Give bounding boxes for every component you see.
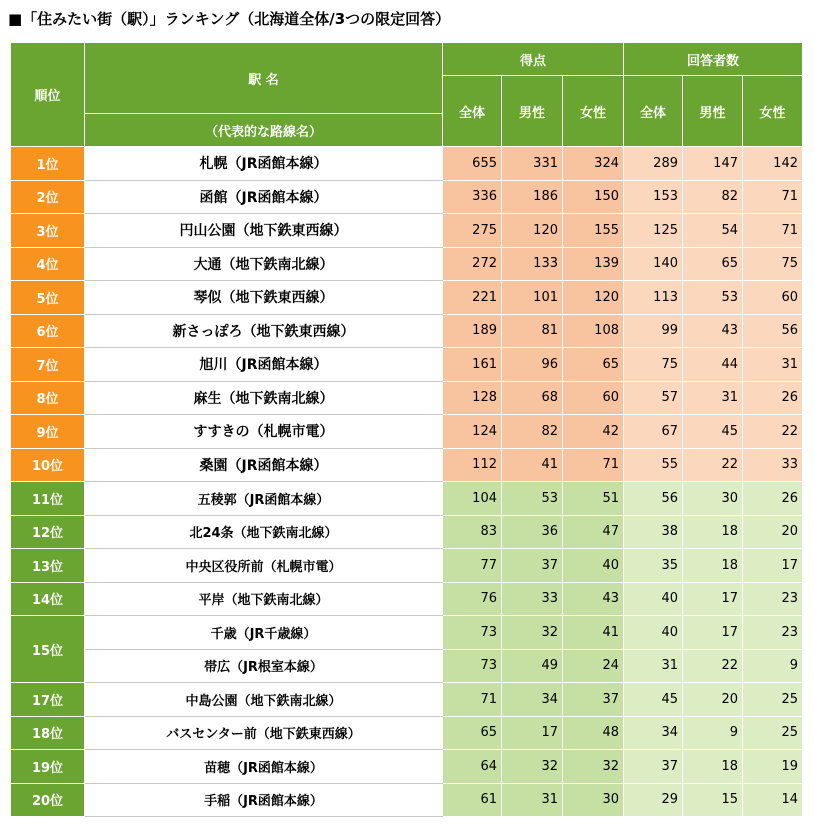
score-male-cell: 53 xyxy=(502,482,563,516)
count-male-cell: 9 xyxy=(683,716,743,750)
header-respondents: 回答者数 xyxy=(624,43,803,76)
count-total-cell: 56 xyxy=(624,482,683,516)
count-female-cell: 33 xyxy=(743,448,803,482)
score-male-cell: 133 xyxy=(502,247,563,281)
header-score-total: 全体 xyxy=(443,76,502,147)
score-total-cell: 71 xyxy=(443,683,502,717)
score-male-cell: 68 xyxy=(502,381,563,415)
station-cell: 手稲（JR函館本線） xyxy=(85,783,443,817)
rank-cell: 4位 xyxy=(11,247,85,281)
count-male-cell: 18 xyxy=(683,515,743,549)
station-cell: すすきの（札幌市電） xyxy=(85,415,443,449)
count-male-cell: 65 xyxy=(683,247,743,281)
table-row xyxy=(11,147,803,181)
count-female-cell: 9 xyxy=(743,649,803,683)
rank-cell: 13位 xyxy=(11,549,85,583)
count-male-cell: 17 xyxy=(683,616,743,650)
count-male-cell: 30 xyxy=(683,482,743,516)
rank-cell: 1位 xyxy=(11,147,85,181)
header-count-total: 全体 xyxy=(624,76,683,147)
score-female-cell: 60 xyxy=(563,381,624,415)
table-row xyxy=(11,582,803,616)
header-score-male: 男性 xyxy=(502,76,563,147)
score-total-cell: 189 xyxy=(443,314,502,348)
score-total-cell: 64 xyxy=(443,750,502,784)
rank-cell: 20位 xyxy=(11,783,85,817)
score-total-cell: 112 xyxy=(443,448,502,482)
rank-cell: 3位 xyxy=(11,214,85,248)
count-total-cell: 55 xyxy=(624,448,683,482)
table-row xyxy=(11,549,803,583)
header-station: 駅 名 xyxy=(85,43,443,114)
station-cell: バスセンター前（地下鉄東西線） xyxy=(85,716,443,750)
score-total-cell: 65 xyxy=(443,716,502,750)
score-total-cell: 124 xyxy=(443,415,502,449)
score-female-cell: 139 xyxy=(563,247,624,281)
count-male-cell: 15 xyxy=(683,783,743,817)
station-cell: 苗穂（JR函館本線） xyxy=(85,750,443,784)
station-cell: 帯広（JR根室本線） xyxy=(85,649,443,683)
station-cell: 五稜郭（JR函館本線） xyxy=(85,482,443,516)
score-female-cell: 43 xyxy=(563,582,624,616)
score-male-cell: 37 xyxy=(502,549,563,583)
score-female-cell: 51 xyxy=(563,482,624,516)
station-cell: 円山公園（地下鉄東西線） xyxy=(85,214,443,248)
score-total-cell: 73 xyxy=(443,616,502,650)
rank-cell: 9位 xyxy=(11,415,85,449)
table-row xyxy=(11,348,803,382)
count-male-cell: 22 xyxy=(683,448,743,482)
ranking-table-wrapper xyxy=(10,42,803,817)
table-row xyxy=(11,750,803,784)
count-female-cell: 56 xyxy=(743,314,803,348)
score-male-cell: 32 xyxy=(502,750,563,784)
score-total-cell: 61 xyxy=(443,783,502,817)
count-total-cell: 125 xyxy=(624,214,683,248)
score-male-cell: 36 xyxy=(502,515,563,549)
station-cell: 函館（JR函館本線） xyxy=(85,180,443,214)
score-male-cell: 31 xyxy=(502,783,563,817)
score-total-cell: 83 xyxy=(443,515,502,549)
station-cell: 千歳（JR千歳線） xyxy=(85,616,443,650)
score-total-cell: 221 xyxy=(443,281,502,315)
table-row xyxy=(11,281,803,315)
score-total-cell: 161 xyxy=(443,348,502,382)
count-male-cell: 18 xyxy=(683,750,743,784)
count-female-cell: 23 xyxy=(743,582,803,616)
count-male-cell: 53 xyxy=(683,281,743,315)
score-total-cell: 275 xyxy=(443,214,502,248)
count-male-cell: 18 xyxy=(683,549,743,583)
count-female-cell: 31 xyxy=(743,348,803,382)
station-cell: 中央区役所前（札幌市電） xyxy=(85,549,443,583)
rank-cell: 12位 xyxy=(11,515,85,549)
table-row xyxy=(11,314,803,348)
table-row xyxy=(11,616,803,650)
table-row xyxy=(11,214,803,248)
rank-cell: 7位 xyxy=(11,348,85,382)
count-total-cell: 40 xyxy=(624,582,683,616)
score-male-cell: 101 xyxy=(502,281,563,315)
count-total-cell: 45 xyxy=(624,683,683,717)
count-total-cell: 57 xyxy=(624,381,683,415)
score-female-cell: 120 xyxy=(563,281,624,315)
score-male-cell: 81 xyxy=(502,314,563,348)
score-male-cell: 33 xyxy=(502,582,563,616)
count-male-cell: 45 xyxy=(683,415,743,449)
count-female-cell: 60 xyxy=(743,281,803,315)
score-female-cell: 30 xyxy=(563,783,624,817)
count-total-cell: 40 xyxy=(624,616,683,650)
score-total-cell: 77 xyxy=(443,549,502,583)
count-total-cell: 37 xyxy=(624,750,683,784)
count-female-cell: 71 xyxy=(743,180,803,214)
count-total-cell: 140 xyxy=(624,247,683,281)
count-female-cell: 25 xyxy=(743,716,803,750)
rank-cell: 10位 xyxy=(11,448,85,482)
count-male-cell: 31 xyxy=(683,381,743,415)
score-male-cell: 49 xyxy=(502,649,563,683)
page-title: ■「住みたい街（駅）」ランキング（北海道全体/3つの限定回答） xyxy=(8,10,451,28)
table-row xyxy=(11,180,803,214)
header-count-female: 女性 xyxy=(743,76,803,147)
table-row xyxy=(11,783,803,817)
count-total-cell: 75 xyxy=(624,348,683,382)
count-female-cell: 142 xyxy=(743,147,803,181)
count-male-cell: 43 xyxy=(683,314,743,348)
station-cell: 琴似（地下鉄東西線） xyxy=(85,281,443,315)
score-male-cell: 41 xyxy=(502,448,563,482)
station-cell: 北24条（地下鉄南北線） xyxy=(85,515,443,549)
header-score-female: 女性 xyxy=(563,76,624,147)
score-male-cell: 96 xyxy=(502,348,563,382)
station-cell: 中島公園（地下鉄南北線） xyxy=(85,683,443,717)
table-row xyxy=(11,381,803,415)
count-total-cell: 29 xyxy=(624,783,683,817)
count-male-cell: 54 xyxy=(683,214,743,248)
score-male-cell: 34 xyxy=(502,683,563,717)
header-score: 得点 xyxy=(443,43,624,76)
header-rank: 順位 xyxy=(11,43,85,147)
count-female-cell: 17 xyxy=(743,549,803,583)
count-total-cell: 67 xyxy=(624,415,683,449)
table-row xyxy=(11,683,803,717)
rank-cell: 8位 xyxy=(11,381,85,415)
count-female-cell: 20 xyxy=(743,515,803,549)
score-female-cell: 108 xyxy=(563,314,624,348)
rank-cell: 17位 xyxy=(11,683,85,717)
rank-cell: 18位 xyxy=(11,716,85,750)
score-female-cell: 41 xyxy=(563,616,624,650)
table-row xyxy=(11,716,803,750)
count-female-cell: 23 xyxy=(743,616,803,650)
score-total-cell: 73 xyxy=(443,649,502,683)
score-total-cell: 76 xyxy=(443,582,502,616)
score-female-cell: 155 xyxy=(563,214,624,248)
score-female-cell: 32 xyxy=(563,750,624,784)
count-total-cell: 99 xyxy=(624,314,683,348)
rank-cell: 11位 xyxy=(11,482,85,516)
score-female-cell: 42 xyxy=(563,415,624,449)
score-total-cell: 128 xyxy=(443,381,502,415)
station-cell: 大通（地下鉄南北線） xyxy=(85,247,443,281)
score-male-cell: 186 xyxy=(502,180,563,214)
table-row xyxy=(11,649,803,683)
count-male-cell: 20 xyxy=(683,683,743,717)
station-cell: 平岸（地下鉄南北線） xyxy=(85,582,443,616)
count-female-cell: 19 xyxy=(743,750,803,784)
table-row xyxy=(11,415,803,449)
score-female-cell: 71 xyxy=(563,448,624,482)
score-female-cell: 48 xyxy=(563,716,624,750)
score-female-cell: 40 xyxy=(563,549,624,583)
score-total-cell: 104 xyxy=(443,482,502,516)
score-total-cell: 336 xyxy=(443,180,502,214)
count-male-cell: 22 xyxy=(683,649,743,683)
station-cell: 麻生（地下鉄南北線） xyxy=(85,381,443,415)
count-total-cell: 31 xyxy=(624,649,683,683)
table-row xyxy=(11,482,803,516)
score-total-cell: 655 xyxy=(443,147,502,181)
rank-cell: 5位 xyxy=(11,281,85,315)
table-row xyxy=(11,247,803,281)
count-total-cell: 34 xyxy=(624,716,683,750)
count-male-cell: 147 xyxy=(683,147,743,181)
rank-cell: 15位 xyxy=(11,616,85,683)
count-female-cell: 26 xyxy=(743,482,803,516)
score-female-cell: 324 xyxy=(563,147,624,181)
score-female-cell: 47 xyxy=(563,515,624,549)
count-female-cell: 26 xyxy=(743,381,803,415)
score-female-cell: 150 xyxy=(563,180,624,214)
score-male-cell: 120 xyxy=(502,214,563,248)
score-male-cell: 82 xyxy=(502,415,563,449)
score-female-cell: 37 xyxy=(563,683,624,717)
rank-cell: 2位 xyxy=(11,180,85,214)
station-cell: 旭川（JR函館本線） xyxy=(85,348,443,382)
score-male-cell: 32 xyxy=(502,616,563,650)
count-total-cell: 35 xyxy=(624,549,683,583)
rank-cell: 19位 xyxy=(11,750,85,784)
count-male-cell: 82 xyxy=(683,180,743,214)
count-female-cell: 14 xyxy=(743,783,803,817)
rank-cell: 14位 xyxy=(11,582,85,616)
score-total-cell: 272 xyxy=(443,247,502,281)
station-cell: 札幌（JR函館本線） xyxy=(85,147,443,181)
count-female-cell: 25 xyxy=(743,683,803,717)
count-total-cell: 153 xyxy=(624,180,683,214)
rank-cell: 6位 xyxy=(11,314,85,348)
count-male-cell: 17 xyxy=(683,582,743,616)
ranking-body xyxy=(11,147,803,817)
score-male-cell: 17 xyxy=(502,716,563,750)
count-total-cell: 113 xyxy=(624,281,683,315)
score-male-cell: 331 xyxy=(502,147,563,181)
count-total-cell: 289 xyxy=(624,147,683,181)
count-female-cell: 22 xyxy=(743,415,803,449)
score-female-cell: 24 xyxy=(563,649,624,683)
ranking-table xyxy=(10,42,803,817)
count-female-cell: 75 xyxy=(743,247,803,281)
header-station-sub: （代表的な路線名） xyxy=(85,114,443,147)
count-total-cell: 38 xyxy=(624,515,683,549)
station-cell: 桑園（JR函館本線） xyxy=(85,448,443,482)
count-male-cell: 44 xyxy=(683,348,743,382)
header-count-male: 男性 xyxy=(683,76,743,147)
score-female-cell: 65 xyxy=(563,348,624,382)
count-female-cell: 71 xyxy=(743,214,803,248)
station-cell: 新さっぽろ（地下鉄東西線） xyxy=(85,314,443,348)
table-row xyxy=(11,448,803,482)
table-row xyxy=(11,515,803,549)
